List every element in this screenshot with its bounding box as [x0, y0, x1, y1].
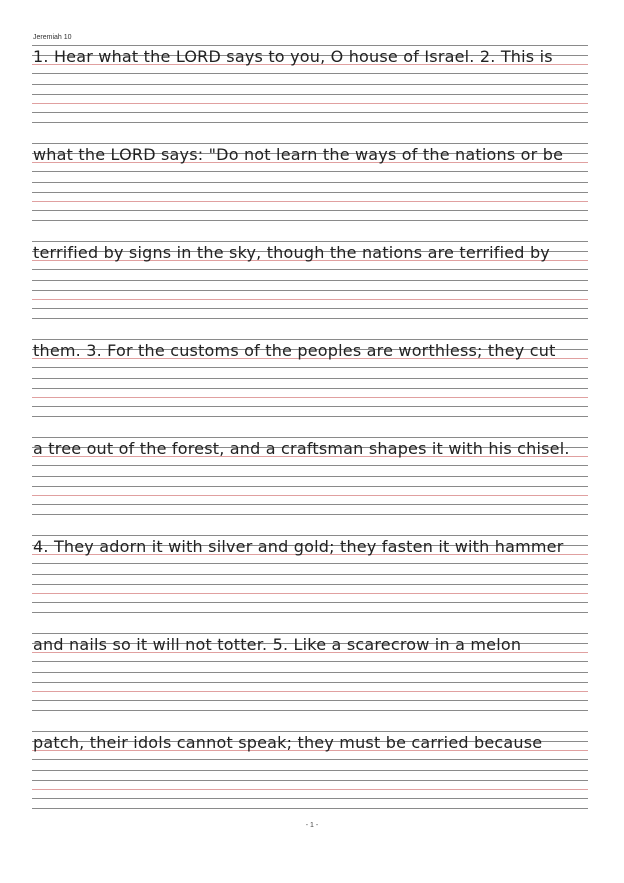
rule-line: [32, 143, 588, 144]
rule-line: [32, 514, 588, 515]
rule-line: [32, 318, 588, 319]
rule-line: [32, 269, 588, 270]
handwriting-practice-area: [32, 0, 588, 883]
rule-line: [32, 308, 588, 309]
rule-line: [32, 504, 588, 505]
practice-text-line: 4. They adorn it with silver and gold; they fasten it with hammer: [33, 537, 564, 556]
practice-text-line: them. 3. For the customs of the peoples are worthless; they cut: [33, 341, 556, 360]
rule-line-red: [32, 103, 588, 104]
rule-line-red: [32, 201, 588, 202]
rule-line: [32, 486, 588, 487]
rule-line: [32, 770, 588, 771]
rule-line: [32, 476, 588, 477]
rule-line: [32, 182, 588, 183]
rule-line: [32, 798, 588, 799]
rule-line: [32, 661, 588, 662]
rule-line: [32, 94, 588, 95]
rule-line: [32, 112, 588, 113]
rule-line: [32, 378, 588, 379]
rule-line: [32, 700, 588, 701]
rule-line: [32, 574, 588, 575]
practice-text-line: 1. Hear what the LORD says to you, O house of Israel. 2. This is: [33, 47, 553, 66]
rule-line: [32, 612, 588, 613]
rule-line: [32, 759, 588, 760]
rule-line: [32, 171, 588, 172]
rule-line: [32, 465, 588, 466]
document-title: Jeremiah 10: [33, 34, 72, 41]
rule-line: [32, 406, 588, 407]
rule-line: [32, 339, 588, 340]
practice-text-line: a tree out of the forest, and a craftsman shapes it with his chisel.: [33, 439, 570, 458]
practice-text-line: what the LORD says: "Do not learn the ways of the nations or be: [33, 145, 564, 164]
rule-line-red: [32, 593, 588, 594]
rule-line: [32, 367, 588, 368]
practice-text-line: terrified by signs in the sky, though the nations are terrified by: [33, 243, 550, 262]
rule-line: [32, 731, 588, 732]
rule-line: [32, 290, 588, 291]
rule-line: [32, 388, 588, 389]
rule-line: [32, 780, 588, 781]
rule-line: [32, 45, 588, 46]
rule-line: [32, 220, 588, 221]
rule-line-red: [32, 495, 588, 496]
page-number: - 1 -: [305, 822, 319, 829]
rule-line: [32, 602, 588, 603]
rule-line: [32, 808, 588, 809]
rule-line: [32, 584, 588, 585]
rule-line: [32, 280, 588, 281]
rule-line-red: [32, 691, 588, 692]
practice-text-line: and nails so it will not totter. 5. Like a scarecrow in a melon: [33, 635, 522, 654]
rule-line: [32, 122, 588, 123]
rule-line: [32, 633, 588, 634]
rule-line: [32, 563, 588, 564]
rule-line: [32, 710, 588, 711]
rule-line: [32, 210, 588, 211]
practice-text-line: patch, their idols cannot speak; they must be carried because: [33, 733, 543, 752]
rule-line: [32, 672, 588, 673]
rule-line: [32, 416, 588, 417]
rule-line-red: [32, 299, 588, 300]
rule-line: [32, 535, 588, 536]
rule-line: [32, 73, 588, 74]
rule-line: [32, 192, 588, 193]
rule-line: [32, 437, 588, 438]
rule-line: [32, 682, 588, 683]
rule-line-red: [32, 789, 588, 790]
rule-line: [32, 84, 588, 85]
rule-line-red: [32, 397, 588, 398]
rule-line: [32, 241, 588, 242]
